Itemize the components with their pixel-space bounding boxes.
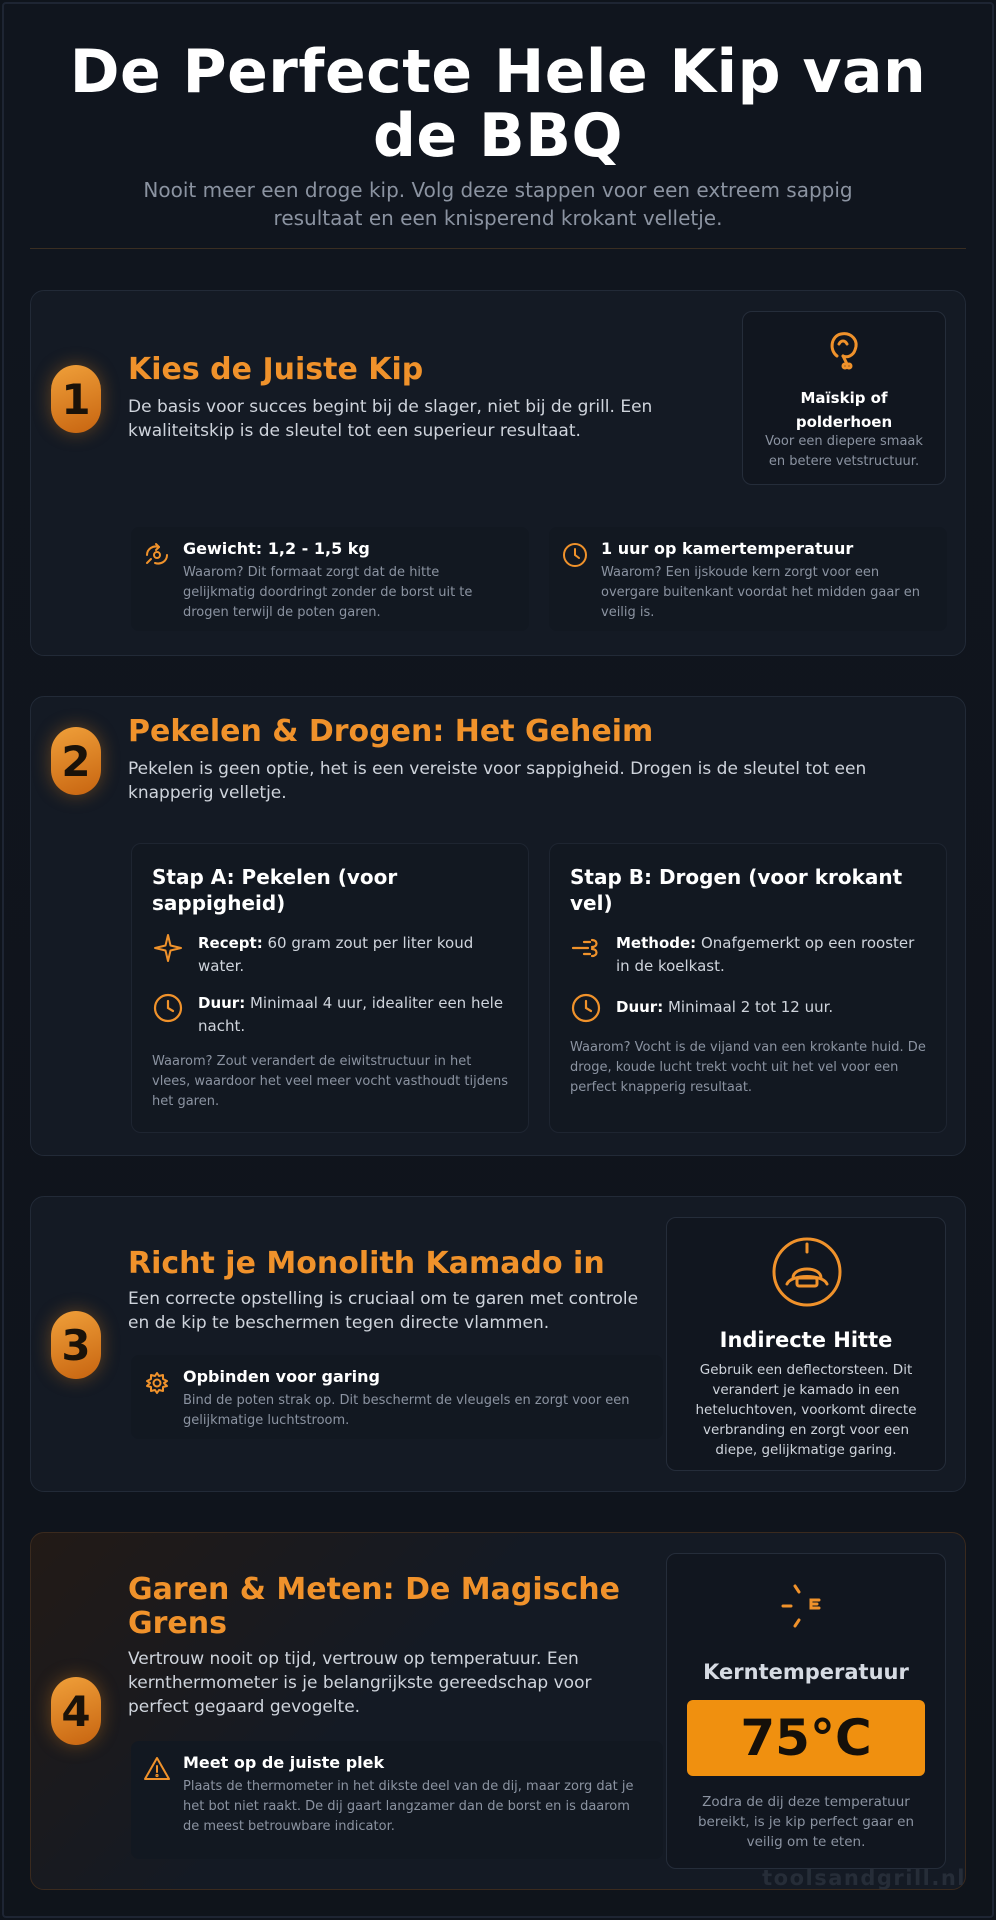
step-a-title: Stap A: Pekelen (voor sappigheid) [152,865,398,915]
warning-icon [143,1755,171,1783]
step-a-brine-card [131,843,529,1133]
dry-method-text: Methode: Onafgemerkt op een rooster in de koelkast. [616,934,915,975]
gear-icon [143,1369,171,1397]
site-watermark: toolsandgrill.nl [762,1866,966,1890]
brine-duration-text: Duur: Minimaal 4 uur, idealiter een hele nacht. [198,994,504,1035]
section-title: Richt je Monolith Kamado in [128,1246,605,1281]
room-temperature-feature [549,527,947,631]
chicken-type-text: Voor een diepere smaak en betere vetstructuur. [765,434,923,469]
chicken-type-title: Maïskip of polderhoen [795,389,893,431]
step-b-dry-card [549,843,947,1133]
dry-duration-row [570,992,926,1032]
drumstick-icon [823,326,867,370]
step-a-why: Waarom? Zout verandert de eiwitstructuur in het vlees, waardoor het veel meer vocht vasthoudt tijdens het garen. [152,1054,508,1109]
feature-text: Bind de poten strak op. Dit beschermt de vleugels en zorgt voor een gelijkmatige luchtstroom. [183,1393,630,1428]
sparkle-icon [152,932,184,964]
chicken-type-card [742,311,946,485]
dry-duration-text: Duur: Minimaal 2 tot 12 uur. [616,998,834,1016]
section-title: Kies de Juiste Kip [128,352,424,387]
indirect-heat-title: Indirecte Hitte [719,1328,893,1352]
section-title: Pekelen & Drogen: Het Geheim [128,714,654,749]
clock-icon [570,992,602,1024]
section-lead: Vertrouw nooit op tijd, vertrouw op temperatuur. Een kernthermometer is je belangrijkste gereedschap voor perfect gegaard gevogelte. [128,1649,592,1717]
thermometer-icon [779,1582,835,1638]
kamado-icon [771,1236,843,1308]
section-lead: Een correcte opstelling is cruciaal om te garen met controle en de kip te beschermen tegen directe vlammen. [128,1289,639,1333]
core-temperature-title: Kerntemperatuur [703,1660,909,1684]
header-divider [30,248,966,249]
feature-title: Opbinden voor garing [183,1367,380,1386]
section-kamado-setup [30,1196,966,1492]
section-brine-dry [30,696,966,1156]
weight-feature [131,527,529,631]
step-number-badge: 1 [51,365,101,433]
feature-title: Meet op de juiste plek [183,1753,385,1772]
section-lead: Pekelen is geen optie, het is een vereiste voor sappigheid. Drogen is de sleutel tot een knapperig velletje. [128,759,867,803]
brine-recipe-text: Recept: 60 gram zout per liter koud water. [198,934,474,975]
page-title: De Perfecte Hele Kip van de BBQ [69,37,927,171]
measure-spot-feature [131,1741,663,1859]
step-number-badge: 4 [51,1677,101,1745]
step-b-why: Waarom? Vocht is de vijand van een krokante huid. De droge, koude lucht trekt vocht uit het vel voor een perfect knapperig resultaat. [570,1040,926,1095]
core-temperature-card [666,1553,946,1869]
core-temperature-value: 75°C [687,1700,925,1776]
dry-method-row [570,932,926,982]
step-number-badge: 3 [51,1311,101,1379]
section-choose-chicken [30,290,966,656]
weight-icon [143,541,171,569]
feature-title: Gewicht: 1,2 - 1,5 kg [183,539,370,558]
brine-recipe-row [152,932,508,982]
airflow-icon [570,932,602,964]
feature-title: 1 uur op kamertemperatuur [601,539,854,558]
feature-text: Waarom? Dit formaat zorgt dat de hitte gelijkmatig doordringt zonder de borst uit te drogen terwijl de poten garen. [183,565,473,620]
section-lead: De basis voor succes begint bij de slager, niet bij de grill. Een kwaliteitskip is de sleutel tot een superieur resultaat. [128,397,653,441]
indirect-heat-card [666,1217,946,1471]
core-temperature-text: Zodra de dij deze temperatuur bereikt, is je kip perfect gaar en veilig om te eten. [697,1794,915,1850]
section-cook-measure [30,1532,966,1890]
page-subtitle: Nooit meer een droge kip. Volg deze stappen voor een extreem sappig resultaat en een knisperend krokant velletje. [143,178,853,230]
clock-icon [561,541,589,569]
tie-legs-feature [131,1355,663,1439]
indirect-heat-text: Gebruik een deflectorsteen. Dit verandert je kamado in een heteluchtoven, voorkomt directe verbranding en zorgt voor een diepe, gelijkmatige garing. [695,1362,917,1458]
step-b-title: Stap B: Drogen (voor krokant vel) [570,865,903,915]
feature-text: Plaats de thermometer in het dikste deel van de dij, maar zorg dat je het bot niet raakt. De dij gaart langzamer dan de borst en is daarom de meest betrouwbare indicator. [183,1779,634,1834]
step-number-badge: 2 [51,727,101,795]
clock-icon [152,992,184,1024]
page-header [30,37,966,232]
feature-text: Waarom? Een ijskoude kern zorgt voor een overgare buitenkant voordat het midden gaar en veilig is. [601,565,921,620]
brine-duration-row [152,992,508,1042]
section-title: Garen & Meten: De Magische Grens [128,1572,620,1641]
